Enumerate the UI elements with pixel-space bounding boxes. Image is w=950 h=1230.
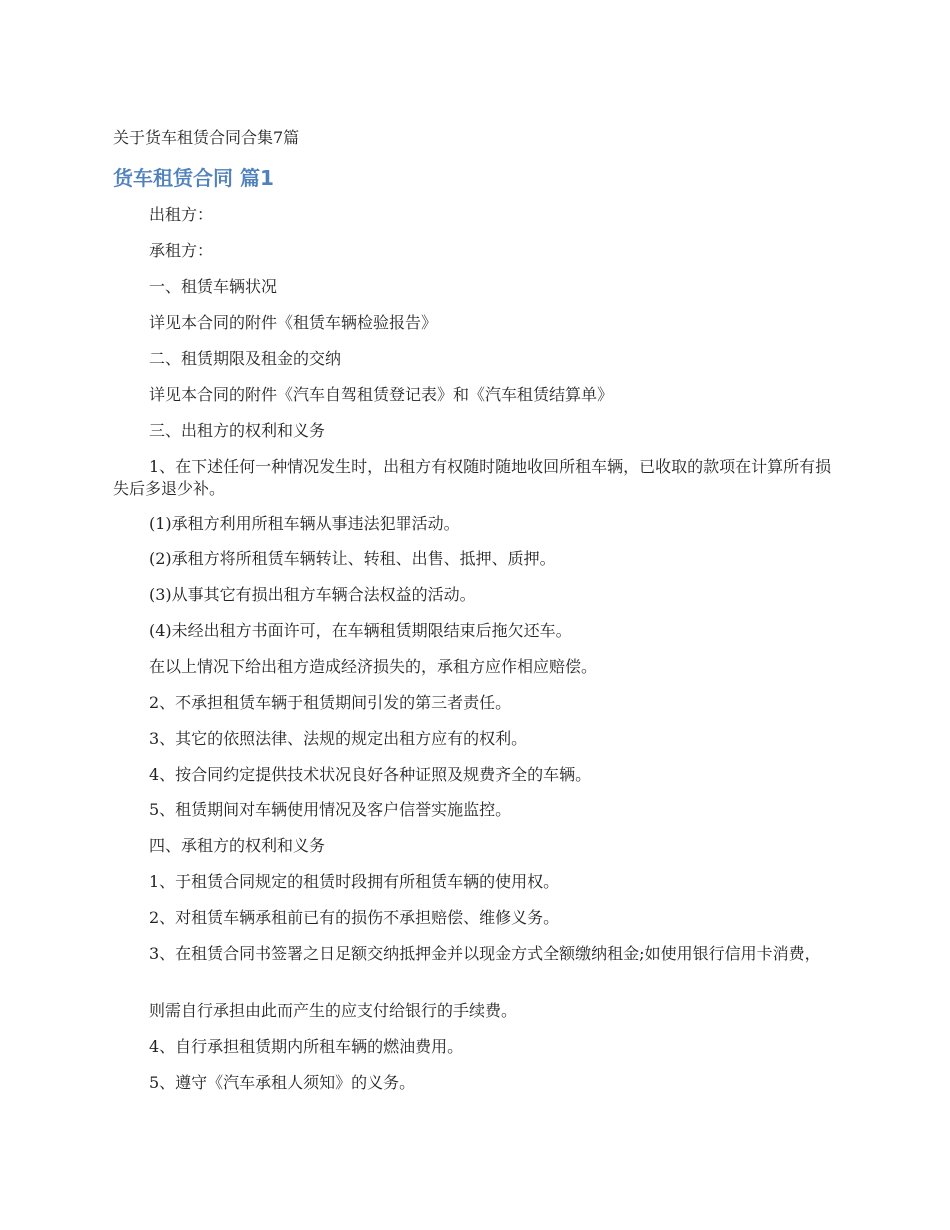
paragraph: 详见本合同的附件《汽车自驾租赁登记表》和《汽车租赁结算单》 (149, 385, 614, 404)
document-title: 关于货车租赁合同合集7篇 (113, 128, 300, 147)
paragraph: 在以上情况下给出租方造成经济损失的，承租方应作相应赔偿。 (149, 657, 598, 676)
paragraph: 5、遵守《汽车承租人须知》的义务。 (149, 1073, 416, 1092)
paragraph-section-1-heading: 一、租赁车辆状况 (149, 277, 278, 296)
paragraph: (4)未经出租方书面许可，在车辆租赁期限结束后拖欠还车。 (149, 621, 572, 640)
paragraph: 3、其它的依照法律、法规的规定出租方应有的权利。 (149, 729, 528, 748)
paragraph-lessee: 承租方： (149, 241, 214, 260)
paragraph-section-4-heading: 四、承租方的权利和义务 (149, 836, 326, 855)
paragraph-lessor: 出租方： (149, 205, 214, 224)
paragraph: (2)承租方将所租赁车辆转让、转租、出售、抵押、质押。 (149, 549, 556, 568)
paragraph: 3、在租赁合同书签署之日足额交纳抵押金并以现金方式全额缴纳租金;如使用银行信用卡消费， (149, 944, 821, 963)
paragraph: 2、对租赁车辆承租前已有的损伤不承担赔偿、维修义务。 (149, 908, 560, 927)
paragraph: 1、于租赁合同规定的租赁时段拥有所租赁车辆的使用权。 (149, 872, 560, 891)
paragraph: (1)承租方利用所租车辆从事违法犯罪活动。 (149, 514, 460, 533)
paragraph: (3)从事其它有损出租方车辆合法权益的活动。 (149, 585, 476, 604)
paragraph: 则需自行承担由此而产生的应支付给银行的手续费。 (149, 1001, 518, 1020)
paragraph: 4、按合同约定提供技术状况良好各种证照及规费齐全的车辆。 (149, 765, 592, 784)
section-heading: 货车租赁合同 篇1 (113, 166, 274, 190)
paragraph-section-3-heading: 三、出租方的权利和义务 (149, 421, 326, 440)
paragraph: 5、租赁期间对车辆使用情况及客户信誉实施监控。 (149, 800, 512, 819)
paragraph-section-2-heading: 二、租赁期限及租金的交纳 (149, 349, 342, 368)
paragraph: 详见本合同的附件《租赁车辆检验报告》 (149, 313, 438, 332)
paragraph: 2、不承担租赁车辆于租赁期间引发的第三者责任。 (149, 693, 512, 712)
paragraph: 1、在下述任何一种情况发生时，出租方有权随时随地收回所租车辆，已收取的款项在计算所有损失后多退少补。 (113, 457, 832, 498)
paragraph: 4、自行承担租赁期内所租车辆的燃油费用。 (149, 1037, 464, 1056)
